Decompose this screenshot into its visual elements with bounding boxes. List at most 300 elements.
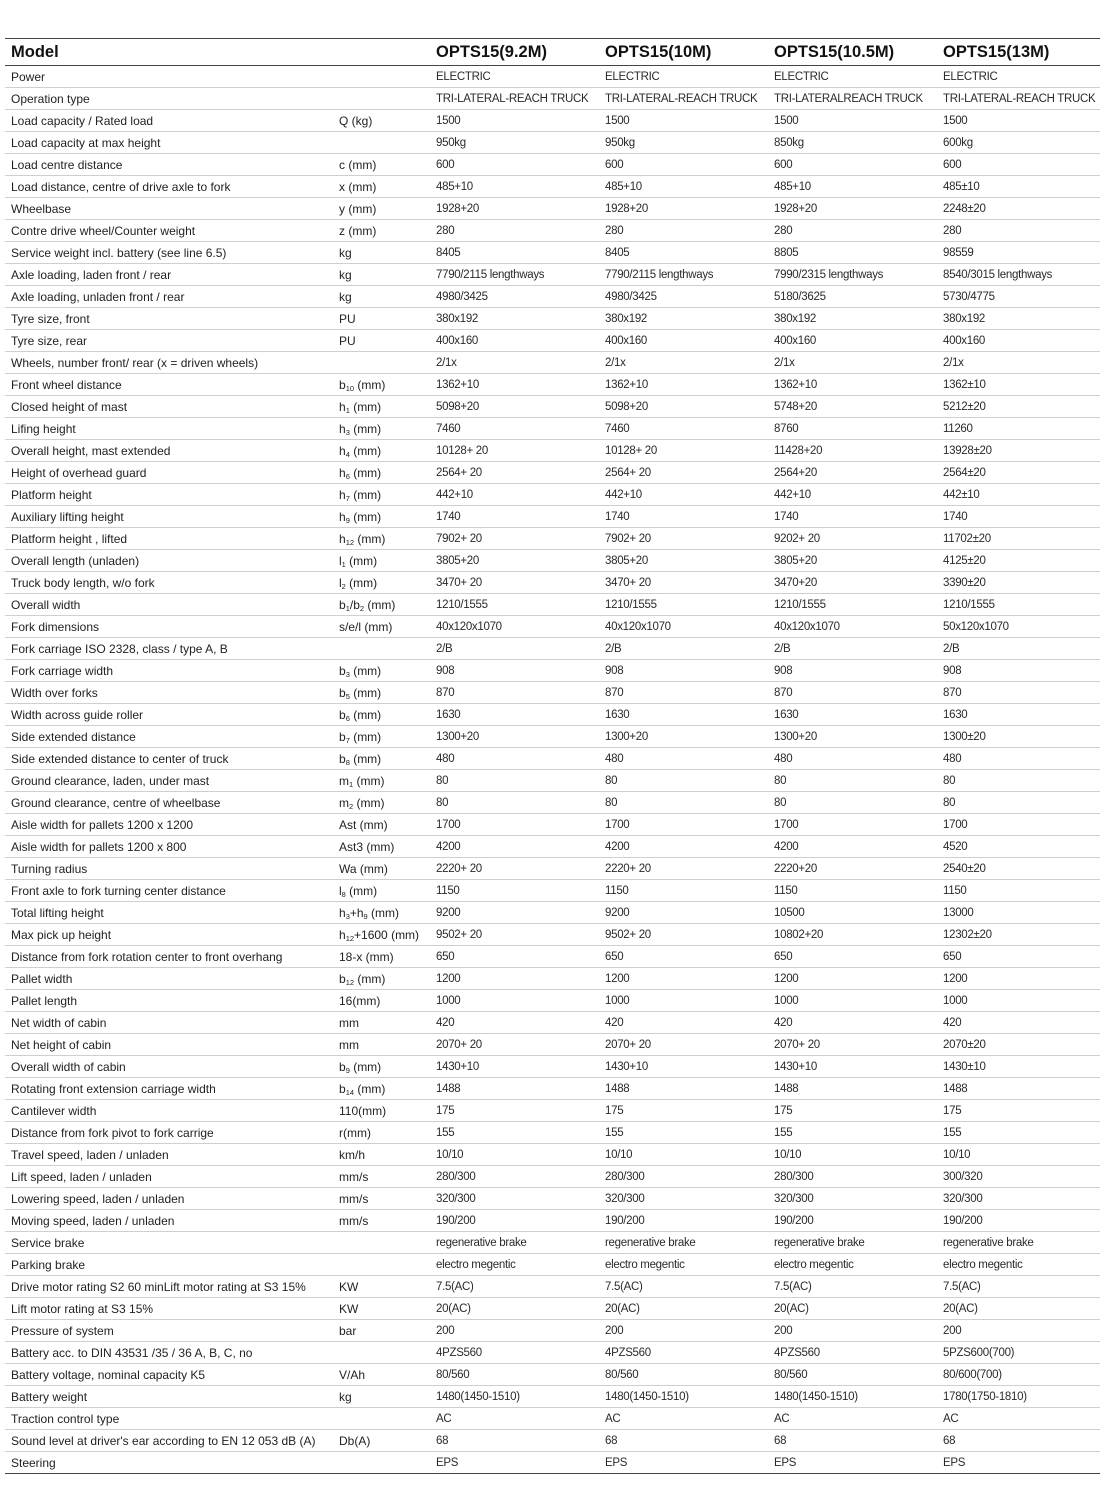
unit-unit: h [339,399,346,414]
spec-unit [333,66,430,88]
spec-value: 5098+20 [430,396,599,418]
table-row [5,1276,1100,1298]
unit-unit-suffix: (mm) [354,1081,386,1096]
spec-label: Front wheel distance [5,374,333,396]
spec-value: AC [599,1408,768,1430]
spec-unit [333,484,430,506]
spec-value: 5PZS600(700) [937,1342,1100,1364]
unit-sub: 6 [345,713,350,723]
spec-value: 9200 [430,902,599,924]
spec-value: 2220+20 [768,858,937,880]
spec-value: electro megentic [937,1254,1100,1276]
table-row [5,132,1100,154]
header-unit [333,39,430,66]
unit-sub: 3 [345,911,350,921]
spec-value: TRI-LATERAL-REACH TRUCK [430,88,599,110]
spec-value: 320/300 [768,1188,937,1210]
spec-value: 380x192 [768,308,937,330]
spec-value: 190/200 [768,1210,937,1232]
table-row [5,418,1100,440]
table-row [5,1034,1100,1056]
spec-value: 4520 [937,836,1100,858]
unit-unit: bar [339,1323,357,1338]
spec-value: 7.5(AC) [768,1276,937,1298]
spec-value: 442+10 [599,484,768,506]
spec-value: 1430+10 [768,1056,937,1078]
spec-value: 3470+20 [768,572,937,594]
spec-value: 1630 [768,704,937,726]
unit-unit: b [339,377,346,392]
spec-value: 1000 [599,990,768,1012]
unit-unit: c (mm) [339,157,377,172]
spec-value: 2070+ 20 [599,1034,768,1056]
table-row [5,682,1100,704]
spec-value: regenerative brake [430,1232,599,1254]
spec-value: 4980/3425 [599,286,768,308]
spec-label: Overall height, mast extended [5,440,333,462]
spec-label: Auxiliary lifting height [5,506,333,528]
unit-unit-suffix: (mm) [349,729,382,744]
spec-value: 908 [937,660,1100,682]
spec-label: Platform height [5,484,333,506]
spec-label: Travel speed, laden / unladen [5,1144,333,1166]
spec-value: 7.5(AC) [430,1276,599,1298]
spec-unit [333,176,430,198]
table-row [5,1452,1100,1474]
spec-value: 4200 [599,836,768,858]
unit-unit-suffix: (mm) [345,883,378,898]
spec-value: 3470+ 20 [599,572,768,594]
unit-unit: KW [339,1279,359,1294]
spec-unit [333,792,430,814]
spec-value: 5180/3625 [768,286,937,308]
spec-value: 80 [768,770,937,792]
spec-value: 380x192 [937,308,1100,330]
spec-label: Overall width of cabin [5,1056,333,1078]
spec-value: 1488 [768,1078,937,1100]
spec-value: ELECTRIC [768,66,937,88]
spec-value: 5098+20 [599,396,768,418]
spec-value: 2564±20 [937,462,1100,484]
spec-value: 11702±20 [937,528,1100,550]
table-row [5,1078,1100,1100]
spec-value: 7990/2315 lengthways [768,264,937,286]
spec-unit [333,1452,430,1474]
spec-value: TRI-LATERALREACH TRUCK [768,88,937,110]
spec-value: 480 [599,748,768,770]
spec-unit [333,242,430,264]
spec-value: 175 [430,1100,599,1122]
spec-value: 1150 [768,880,937,902]
spec-unit [333,902,430,924]
spec-value: 400x160 [599,330,768,352]
spec-value: 908 [430,660,599,682]
spec-value: 20(AC) [937,1298,1100,1320]
spec-value: 870 [430,682,599,704]
spec-value: 1500 [937,110,1100,132]
spec-value: 4125±20 [937,550,1100,572]
unit-unit: h [339,509,346,524]
spec-unit [333,440,430,462]
spec-value: 2070+ 20 [768,1034,937,1056]
unit-unit: l [339,575,342,590]
spec-unit [333,726,430,748]
table-row [5,946,1100,968]
spec-unit [333,1056,430,1078]
unit-unit: h [339,421,346,436]
table-row [5,594,1100,616]
unit-unit: l [339,883,342,898]
unit-sub: 8 [341,889,346,899]
spec-value: 1740 [430,506,599,528]
spec-value: 1430+10 [430,1056,599,1078]
unit-unit: h [339,487,346,502]
spec-value: 1500 [599,110,768,132]
spec-value: EPS [768,1452,937,1474]
spec-value: 7.5(AC) [599,1276,768,1298]
spec-value: 9200 [599,902,768,924]
spec-value: 155 [937,1122,1100,1144]
table-row [5,1188,1100,1210]
table-row [5,726,1100,748]
spec-value: 420 [599,1012,768,1034]
spec-unit [333,1034,430,1056]
unit-unit: Db(A) [339,1433,371,1448]
spec-value: EPS [937,1452,1100,1474]
spec-value: 1700 [599,814,768,836]
unit-sub: 5 [345,691,350,701]
spec-label: Lowering speed, laden / unladen [5,1188,333,1210]
spec-label: Battery voltage, nominal capacity K5 [5,1364,333,1386]
spec-value: 1362+10 [768,374,937,396]
spec-value: 7.5(AC) [937,1276,1100,1298]
table-row [5,66,1100,88]
spec-value: 280 [768,220,937,242]
spec-unit [333,1210,430,1232]
spec-value: 1630 [937,704,1100,726]
spec-unit [333,1276,430,1298]
table-row [5,550,1100,572]
unit-unit: h [339,927,346,942]
spec-value: 1740 [937,506,1100,528]
spec-value: 2220+ 20 [599,858,768,880]
header-model-1: OPTS15(9.2M) [430,39,599,66]
unit-unit-suffix: (mm) [354,377,386,392]
spec-value: 9202+ 20 [768,528,937,550]
spec-value: 4200 [768,836,937,858]
spec-value: 420 [430,1012,599,1034]
spec-label: Lift speed, laden / unladen [5,1166,333,1188]
spec-value: 1150 [937,880,1100,902]
unit-unit: b [339,729,346,744]
unit-sub: 10 [345,383,355,393]
spec-value: 485±10 [937,176,1100,198]
spec-label: Width over forks [5,682,333,704]
spec-value: 2/B [430,638,599,660]
spec-label: Pressure of system [5,1320,333,1342]
unit-unit-suffix: (mm) [349,443,382,458]
spec-label: Closed height of mast [5,396,333,418]
spec-value: 80 [599,770,768,792]
spec-label: Battery acc. to DIN 43531 /35 / 36 A, B, C, no [5,1342,333,1364]
unit-unit: b [339,597,346,612]
spec-unit [333,264,430,286]
spec-value: 1200 [937,968,1100,990]
spec-value: 10/10 [430,1144,599,1166]
spec-value: 5748+20 [768,396,937,418]
spec-label: Sound level at driver's ear according to EN 12 053 dB (A) [5,1430,333,1452]
unit-unit-suffix: (mm) [345,575,378,590]
unit-unit-suffix: (mm) [367,905,400,920]
spec-table [5,38,1100,1474]
spec-label: Total lifting height [5,902,333,924]
spec-value: 80/560 [430,1364,599,1386]
spec-value: 40x120x1070 [430,616,599,638]
spec-value: 320/300 [937,1188,1100,1210]
spec-value: 8405 [430,242,599,264]
unit-unit: 18-x (mm) [339,949,394,964]
spec-value: 80/600(700) [937,1364,1100,1386]
unit-unit-suffix: (mm) [349,509,382,524]
spec-value: 11428+20 [768,440,937,462]
spec-value: 400x160 [768,330,937,352]
spec-value: 1200 [430,968,599,990]
spec-unit [333,330,430,352]
spec-value: 1488 [430,1078,599,1100]
spec-value: 1362±10 [937,374,1100,396]
unit-unit: r(mm) [339,1125,371,1140]
spec-unit [333,88,430,110]
spec-value: 280/300 [768,1166,937,1188]
spec-unit [333,748,430,770]
spec-value: 2/1x [599,352,768,374]
spec-value: 4980/3425 [430,286,599,308]
spec-value: 3805+20 [768,550,937,572]
spec-value: 480 [768,748,937,770]
table-row [5,440,1100,462]
spec-value: 442±10 [937,484,1100,506]
spec-label: Front axle to fork turning center distance [5,880,333,902]
spec-unit [333,1012,430,1034]
spec-value: 1500 [430,110,599,132]
unit-unit-suffix: +1600 (mm) [354,927,420,942]
spec-value: 1630 [430,704,599,726]
table-row [5,286,1100,308]
spec-value: 650 [768,946,937,968]
table-row [5,396,1100,418]
spec-value: 68 [768,1430,937,1452]
spec-value: 280 [937,220,1100,242]
unit-unit-suffix: (mm) [349,487,382,502]
spec-label: Fork carriage width [5,660,333,682]
spec-value: 1300+20 [768,726,937,748]
spec-value: 1480(1450-1510) [768,1386,937,1408]
spec-value: 9502+ 20 [599,924,768,946]
unit-unit: mm/s [339,1213,369,1228]
spec-value: 80 [937,770,1100,792]
spec-value: 40x120x1070 [768,616,937,638]
spec-value: 2564+20 [768,462,937,484]
table-row [5,748,1100,770]
spec-value: 190/200 [599,1210,768,1232]
unit-unit: h [339,465,346,480]
spec-value: 155 [768,1122,937,1144]
spec-value: 650 [937,946,1100,968]
spec-value: electro megentic [430,1254,599,1276]
unit-unit: PU [339,333,356,348]
spec-unit [333,1254,430,1276]
spec-value: 50x120x1070 [937,616,1100,638]
spec-value: 4PZS560 [768,1342,937,1364]
spec-value: 175 [768,1100,937,1122]
spec-label: Wheelbase [5,198,333,220]
spec-label: Rotating front extension carriage width [5,1078,333,1100]
spec-value: 10802+20 [768,924,937,946]
table-row [5,1364,1100,1386]
spec-value: 1488 [937,1078,1100,1100]
spec-value: 2220+ 20 [430,858,599,880]
spec-label: Aisle width for pallets 1200 x 800 [5,836,333,858]
unit-unit-suffix: (mm) [354,531,386,546]
spec-value: 1362+10 [599,374,768,396]
unit-sub: 9 [345,1065,350,1075]
unit-unit: kg [339,267,352,282]
spec-value: 10/10 [768,1144,937,1166]
unit-unit: mm [339,1015,359,1030]
unit-unit: h [339,905,346,920]
spec-label: Steering [5,1452,333,1474]
spec-unit [333,1078,430,1100]
header-model-2: OPTS15(10M) [599,39,768,66]
unit-unit-suffix: (mm) [349,465,382,480]
unit-unit: KW [339,1301,359,1316]
spec-label: Load capacity at max height [5,132,333,154]
spec-value: 8805 [768,242,937,264]
spec-unit [333,814,430,836]
spec-value: 2070±20 [937,1034,1100,1056]
spec-value: 1200 [768,968,937,990]
spec-value: 2/B [599,638,768,660]
table-row [5,1430,1100,1452]
spec-value: 1780(1750-1810) [937,1386,1100,1408]
spec-label: Load capacity / Rated load [5,110,333,132]
spec-unit [333,1342,430,1364]
spec-value: 950kg [430,132,599,154]
table-row [5,1298,1100,1320]
spec-value: 1928+20 [430,198,599,220]
spec-label: Service weight incl. battery (see line 6.5) [5,242,333,264]
spec-value: 3390±20 [937,572,1100,594]
spec-value: 280 [599,220,768,242]
spec-value: 2/1x [430,352,599,374]
spec-unit [333,286,430,308]
spec-value: 1000 [430,990,599,1012]
spec-label: Tyre size, rear [5,330,333,352]
spec-value: 300/320 [937,1166,1100,1188]
spec-value: 7790/2115 lengthways [599,264,768,286]
table-row [5,770,1100,792]
table-row [5,1254,1100,1276]
spec-value: 870 [768,682,937,704]
spec-unit [333,1386,430,1408]
spec-value: 13000 [937,902,1100,924]
spec-value: 10128+ 20 [599,440,768,462]
table-row [5,990,1100,1012]
spec-unit [333,352,430,374]
spec-value: 80 [430,792,599,814]
unit-unit: 110(mm) [339,1103,387,1118]
spec-value: 400x160 [937,330,1100,352]
table-row [5,1210,1100,1232]
spec-value: 40x120x1070 [599,616,768,638]
spec-value: AC [430,1408,599,1430]
unit-unit: b [339,1059,346,1074]
unit-unit: Ast (mm) [339,817,388,832]
spec-value: TRI-LATERAL-REACH TRUCK [937,88,1100,110]
spec-label: Overall width [5,594,333,616]
spec-label: Distance from fork rotation center to front overhang [5,946,333,968]
unit-sub: 7 [345,735,350,745]
spec-value: 20(AC) [768,1298,937,1320]
spec-unit [333,462,430,484]
unit-unit: m [339,795,349,810]
spec-label: Lift motor rating at S3 15% [5,1298,333,1320]
spec-value: 1700 [768,814,937,836]
spec-value: ELECTRIC [937,66,1100,88]
spec-value: 200 [430,1320,599,1342]
spec-value: 1500 [768,110,937,132]
table-row [5,660,1100,682]
spec-unit [333,1430,430,1452]
spec-unit [333,594,430,616]
spec-value: 320/300 [430,1188,599,1210]
table-row [5,374,1100,396]
spec-label: Fork carriage ISO 2328, class / type A, B [5,638,333,660]
unit-unit-mid: /b [349,597,360,612]
spec-unit [333,572,430,594]
spec-unit [333,1298,430,1320]
spec-label: Tyre size, front [5,308,333,330]
spec-value: 2564+ 20 [430,462,599,484]
unit-unit: b [339,1081,346,1096]
unit-unit: x (mm) [339,179,377,194]
spec-value: 2/B [768,638,937,660]
spec-value: 20(AC) [599,1298,768,1320]
table-row [5,836,1100,858]
spec-value: 2070+ 20 [430,1034,599,1056]
spec-value: 1362+10 [430,374,599,396]
spec-unit [333,198,430,220]
spec-value: 485+10 [599,176,768,198]
unit-unit: V/Ah [339,1367,366,1382]
spec-label: Cantilever width [5,1100,333,1122]
spec-value: 68 [599,1430,768,1452]
unit-unit: Q (kg) [339,113,373,128]
spec-value: 908 [768,660,937,682]
spec-label: Pallet width [5,968,333,990]
header-model-3: OPTS15(10.5M) [768,39,937,66]
spec-value: 1740 [599,506,768,528]
unit-unit: kg [339,245,352,260]
spec-value: 7460 [599,418,768,440]
spec-value: 1700 [430,814,599,836]
spec-label: Load distance, centre of drive axle to fork [5,176,333,198]
spec-label: Operation type [5,88,333,110]
spec-value: ELECTRIC [599,66,768,88]
table-row [5,968,1100,990]
spec-value: 600 [599,154,768,176]
spec-value: 190/200 [937,1210,1100,1232]
